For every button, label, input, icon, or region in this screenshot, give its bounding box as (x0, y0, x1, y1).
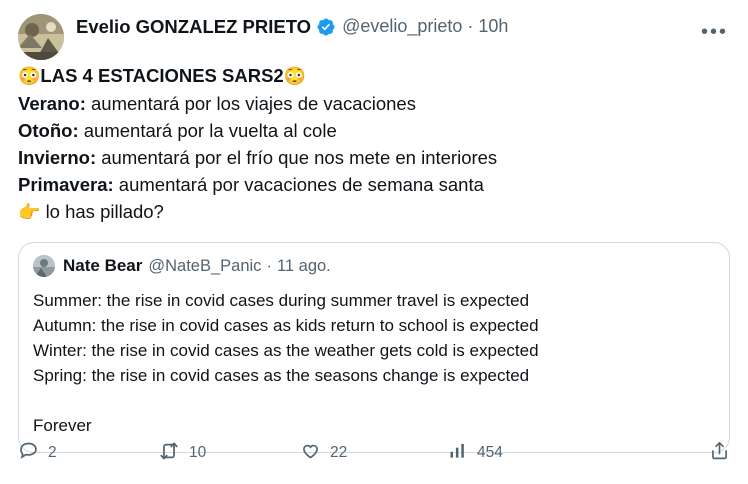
quoted-author-handle[interactable]: @NateB_Panic (148, 256, 262, 275)
verified-badge-icon (316, 17, 336, 37)
name-row (76, 16, 730, 38)
tweet-line-rest: aumentará por vacaciones de semana santa (113, 174, 484, 195)
tweet-line (18, 144, 730, 171)
author-handle[interactable]: @evelio_prieto (342, 16, 463, 37)
like-button[interactable] (300, 440, 448, 466)
quoted-avatar[interactable] (33, 255, 55, 277)
user-avatar-image (18, 14, 64, 60)
tweet-line (18, 90, 730, 117)
quoted-timestamp: 11 ago. (276, 256, 331, 275)
retweet-icon (158, 440, 180, 467)
flushed-face-emoji: 😳 (18, 66, 41, 86)
quoted-line: Winter: the rise in covid cases as the weather gets cold is expected (33, 341, 539, 360)
tweet-text (18, 62, 730, 226)
pointing-right-emoji: 👉 (18, 202, 41, 222)
retweet-count: 10 (189, 444, 207, 461)
tweet-line (18, 171, 730, 198)
tweet-line-bold: Otoño: (18, 120, 79, 141)
quoted-line: Summer: the rise in covid cases during summer travel is expected (33, 291, 530, 310)
quoted-tweet[interactable] (18, 242, 730, 453)
author-display-name[interactable]: Evelio GONZALEZ PRIETO (76, 16, 312, 37)
tweet-line-bold: LAS 4 ESTACIONES SARS2 (40, 65, 284, 86)
tweet-line (18, 62, 730, 90)
tweet-line-rest: aumentará por la vuelta al cole (78, 120, 337, 141)
like-count: 22 (330, 444, 348, 461)
quoted-author-name[interactable]: Nate Bear (63, 256, 143, 275)
tweet-line-bold: Invierno: (18, 147, 97, 168)
more-options-icon[interactable]: ••• (700, 21, 728, 43)
quoted-tweet-text (33, 288, 715, 438)
views-count: 454 (477, 444, 503, 461)
quoted-line: Spring: the rise in covid cases as the seasons change is expected (33, 366, 530, 385)
quoted-separator: · (266, 256, 272, 275)
user-avatar-image (33, 255, 55, 277)
quoted-line-blank (33, 388, 715, 413)
tweet-line-bold: Primavera: (18, 174, 114, 195)
avatar[interactable] (18, 14, 64, 60)
share-button[interactable] (709, 440, 730, 466)
header-separator: · (467, 16, 474, 37)
tweet-line-rest: aumentará por el frío que nos mete en interiores (96, 147, 498, 168)
tweet-line (18, 198, 730, 226)
views-button[interactable] (448, 441, 568, 466)
retweet-button[interactable] (158, 440, 300, 467)
author-block (76, 14, 730, 38)
reply-button[interactable] (18, 440, 158, 466)
share-icon (709, 440, 730, 466)
reply-icon (18, 440, 39, 466)
quoted-line: Autumn: the rise in covid cases as kids return to school is expected (33, 316, 539, 335)
flushed-face-emoji-2: 😳 (283, 66, 307, 86)
heart-icon (300, 440, 321, 466)
tweet-line-bold: Verano: (18, 93, 86, 114)
tweet-timestamp[interactable]: 10h (478, 16, 509, 37)
tweet-header (18, 14, 730, 60)
tweet-line-rest: aumentará por los viajes de vacaciones (85, 93, 416, 114)
action-bar (18, 436, 730, 470)
quoted-tweet-header (33, 255, 715, 277)
quoted-line: Forever (33, 416, 92, 435)
tweet-line (18, 117, 730, 144)
reply-count: 2 (48, 444, 57, 461)
analytics-icon (448, 441, 468, 466)
tweet-line-rest: lo has pillado? (45, 201, 164, 222)
